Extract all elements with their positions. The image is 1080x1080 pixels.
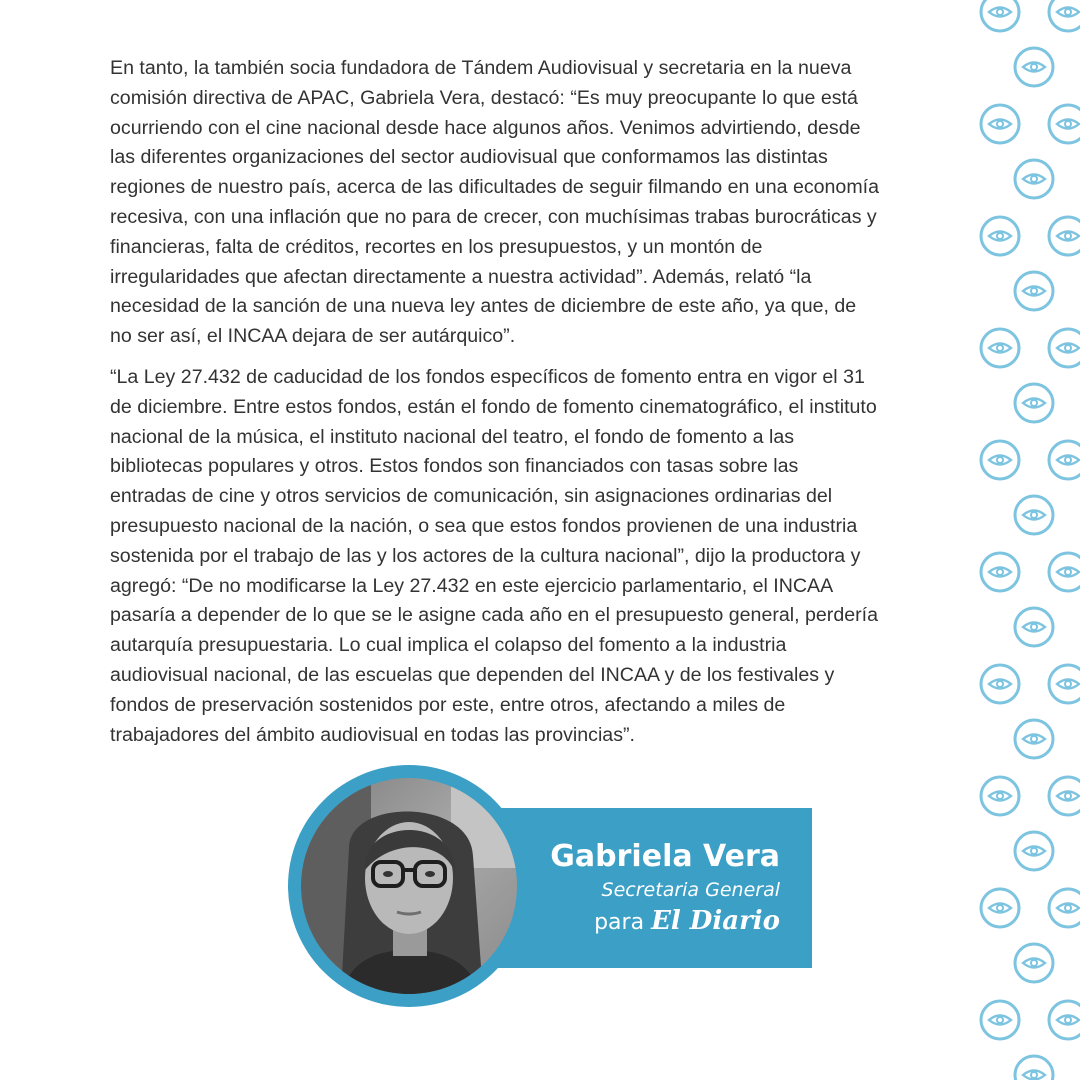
eye-icon [1049,0,1080,31]
eye-icon [981,0,1019,31]
author-name: Gabriela Vera [550,839,780,874]
eye-icon [1015,272,1053,310]
eye-icon [1049,777,1080,815]
eye-icon [981,777,1019,815]
eye-icon [1015,160,1053,198]
eye-icon [1049,329,1080,367]
eye-icon [1049,553,1080,591]
eye-icon [1015,608,1053,646]
eye-icon [981,553,1019,591]
eye-icon [1049,1001,1080,1039]
publication-logo: El Diario [651,906,780,936]
eye-icon [1049,105,1080,143]
eye-icon [1049,217,1080,255]
author-role: Secretaria General [601,879,780,901]
eye-icon [1015,720,1053,758]
paragraph-1: En tanto, la también socia fundadora de Tándem Audiovisual y secretaria en la nueva comisión directiva de APAC, Gabriela Vera, destacó: “Es muy preocupante lo que está ocurriendo con el cine nacional desde hace algunos años. Venimos advirtiendo, desde las diferentes organizaciones del sector audiovisual que conformamos las distintas regiones de nuestro país, acerca de las dificultades de seguir filmando en una economía recesiva, con una inflación que no para de crecer, con muchísimas trabas burocráticas y financieras, falta de créditos, recortes en los presupuestos, y un montón de irregularidades que afectan directamente a nuestra actividad”. Además, relató “la necesidad de la sanción de una nueva ley antes de diciembre de este año, ya que, de no ser así, el INCAA dejara de ser autárquico”. [110,57,879,348]
article-body [110,54,880,761]
eye-icon [1049,665,1080,703]
eye-icon [1049,889,1080,927]
eye-icon [1015,832,1053,870]
portrait-photo [301,778,517,994]
eye-icon [981,217,1019,255]
eye-icon [1015,944,1053,982]
eye-icon [981,665,1019,703]
publication-prefix: para [594,910,645,935]
author-portrait [288,765,530,1007]
eye-icon [981,105,1019,143]
eye-icon [1015,1056,1053,1080]
eye-icon [1015,384,1053,422]
credit-text [550,838,780,940]
eye-icon [1015,496,1053,534]
eye-icon [981,889,1019,927]
eye-icon [981,441,1019,479]
paragraph-2: “La Ley 27.432 de caducidad de los fondos específicos de fomento entra en vigor el 31 de diciembre. Entre estos fondos, están el fondo de fomento cinematográfico, el instituto nacional de la música, el instituto nacional del teatro, el fondo de fomento a las bibliotecas populares y otros. Estos fondos son financiados con tasas sobre las entradas de cine y otros servicios de comunicación, sin asignaciones ordinarias del presupuesto nacional de la nación, o sea que estos fondos provienen de una industria sostenida por el trabajo de las y los actores de la cultura nacional”, dijo la productora y agregó: “De no modificarse la Ley 27.432 en este ejercicio parlamentario, el INCAA pasaría a depender de lo que se le asigne cada año en el presupuesto general, perdería autarquía presupuestaria. Lo cual implica el colapso del fomento a la industria audiovisual nacional, de las escuelas que dependen del INCAA y de los festivales y fondos de preservación sostenidos por este, entre otros, afectando a miles de trabajadores del ámbito audiovisual en todas las provincias”. [110,365,878,746]
eye-icon [1049,441,1080,479]
eye-icon [981,329,1019,367]
eye-icon [981,1001,1019,1039]
eye-icon [1015,48,1053,86]
publication-line [550,904,780,940]
